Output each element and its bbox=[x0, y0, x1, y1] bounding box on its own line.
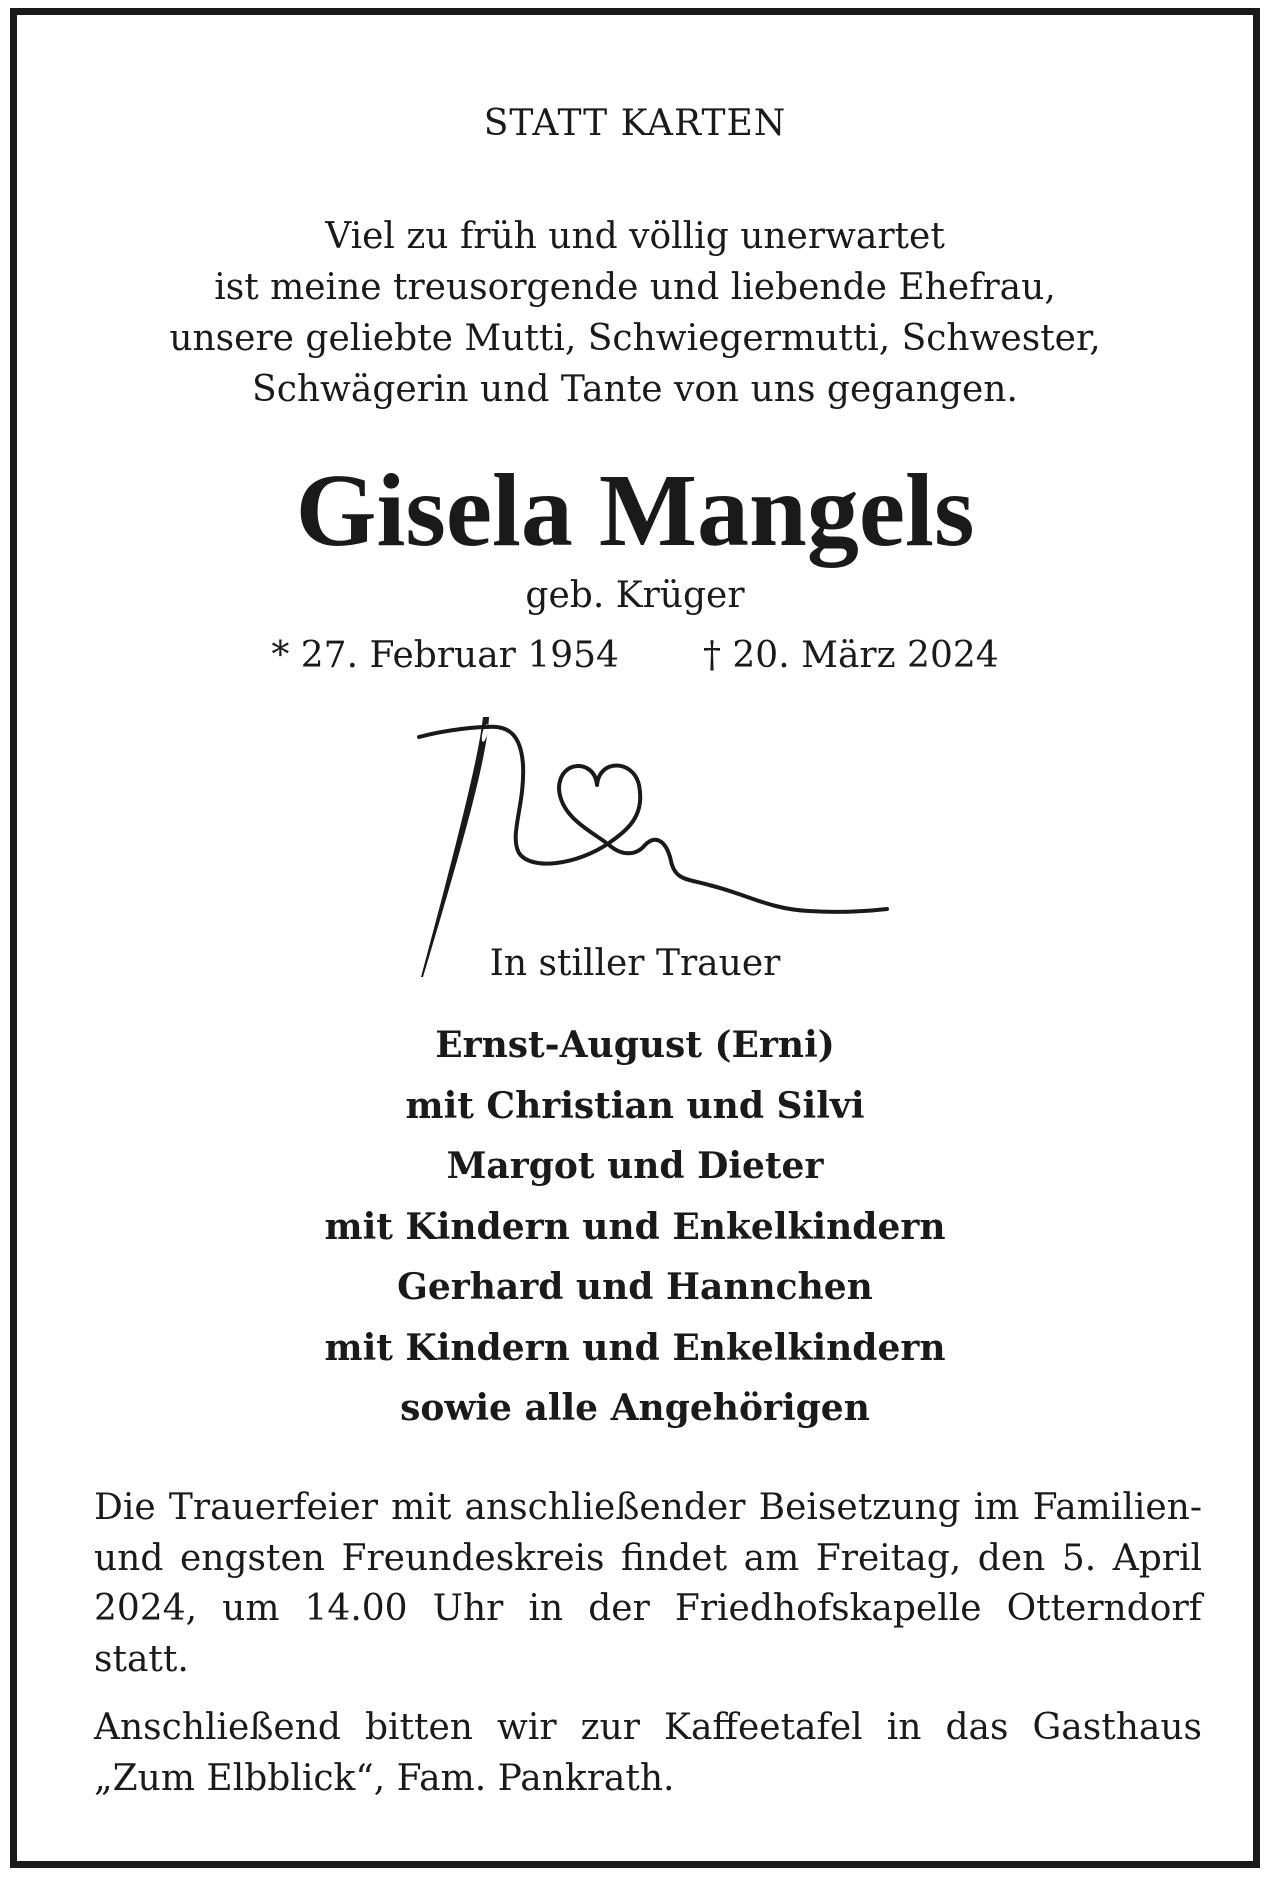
intro-text bbox=[17, 211, 1253, 415]
mourners-list bbox=[17, 1015, 1253, 1439]
maiden-name: geb. Krüger bbox=[525, 575, 745, 616]
mourner-line: mit Christian und Silvi bbox=[405, 1084, 865, 1127]
death-date: † 20. März 2024 bbox=[702, 635, 999, 676]
mourning-line: In stiller Trauer bbox=[489, 943, 781, 984]
mourner-line: mit Kindern und Enkelkindern bbox=[324, 1326, 946, 1369]
deceased-name: Gisela Mangels bbox=[295, 453, 975, 568]
birth-date: * 27. Februar 1954 bbox=[271, 635, 619, 676]
mourner-line: Gerhard und Hannchen bbox=[397, 1266, 873, 1308]
intro-line: Schwägerin und Tante von uns gegangen. bbox=[252, 369, 1018, 410]
obituary-notice bbox=[10, 8, 1260, 1868]
intro-line: ist meine treusorgende und liebende Ehefrau, bbox=[214, 267, 1056, 308]
mourner-line: mit Kindern und Enkelkindern bbox=[324, 1205, 946, 1248]
notice-heading: STATT KARTEN bbox=[483, 103, 787, 144]
funeral-details-paragraph: Die Trauerfeier mit anschließender Beisetzung im Familien- und engsten Freundeskreis findet am Freitag, den 5. April 2024, um 14.00 Uhr in der Friedhofskapelle Otterndorf statt. bbox=[94, 1487, 1202, 1680]
intro-line: Viel zu früh und völlig unerwartet bbox=[325, 216, 945, 257]
reception-details-paragraph: Anschließend bitten wir zur Kaffeetafel in das Gasthaus „Zum Elbblick“, Fam. Pankrath. bbox=[94, 1707, 1202, 1799]
mourner-line: Ernst-August (Erni) bbox=[435, 1024, 835, 1066]
intro-line: unsere geliebte Mutti, Schwiegermutti, Schwester, bbox=[169, 318, 1101, 359]
life-dates bbox=[17, 635, 1253, 676]
mourner-line: Margot und Dieter bbox=[446, 1145, 824, 1187]
mourner-line: sowie alle Angehörigen bbox=[400, 1387, 870, 1429]
